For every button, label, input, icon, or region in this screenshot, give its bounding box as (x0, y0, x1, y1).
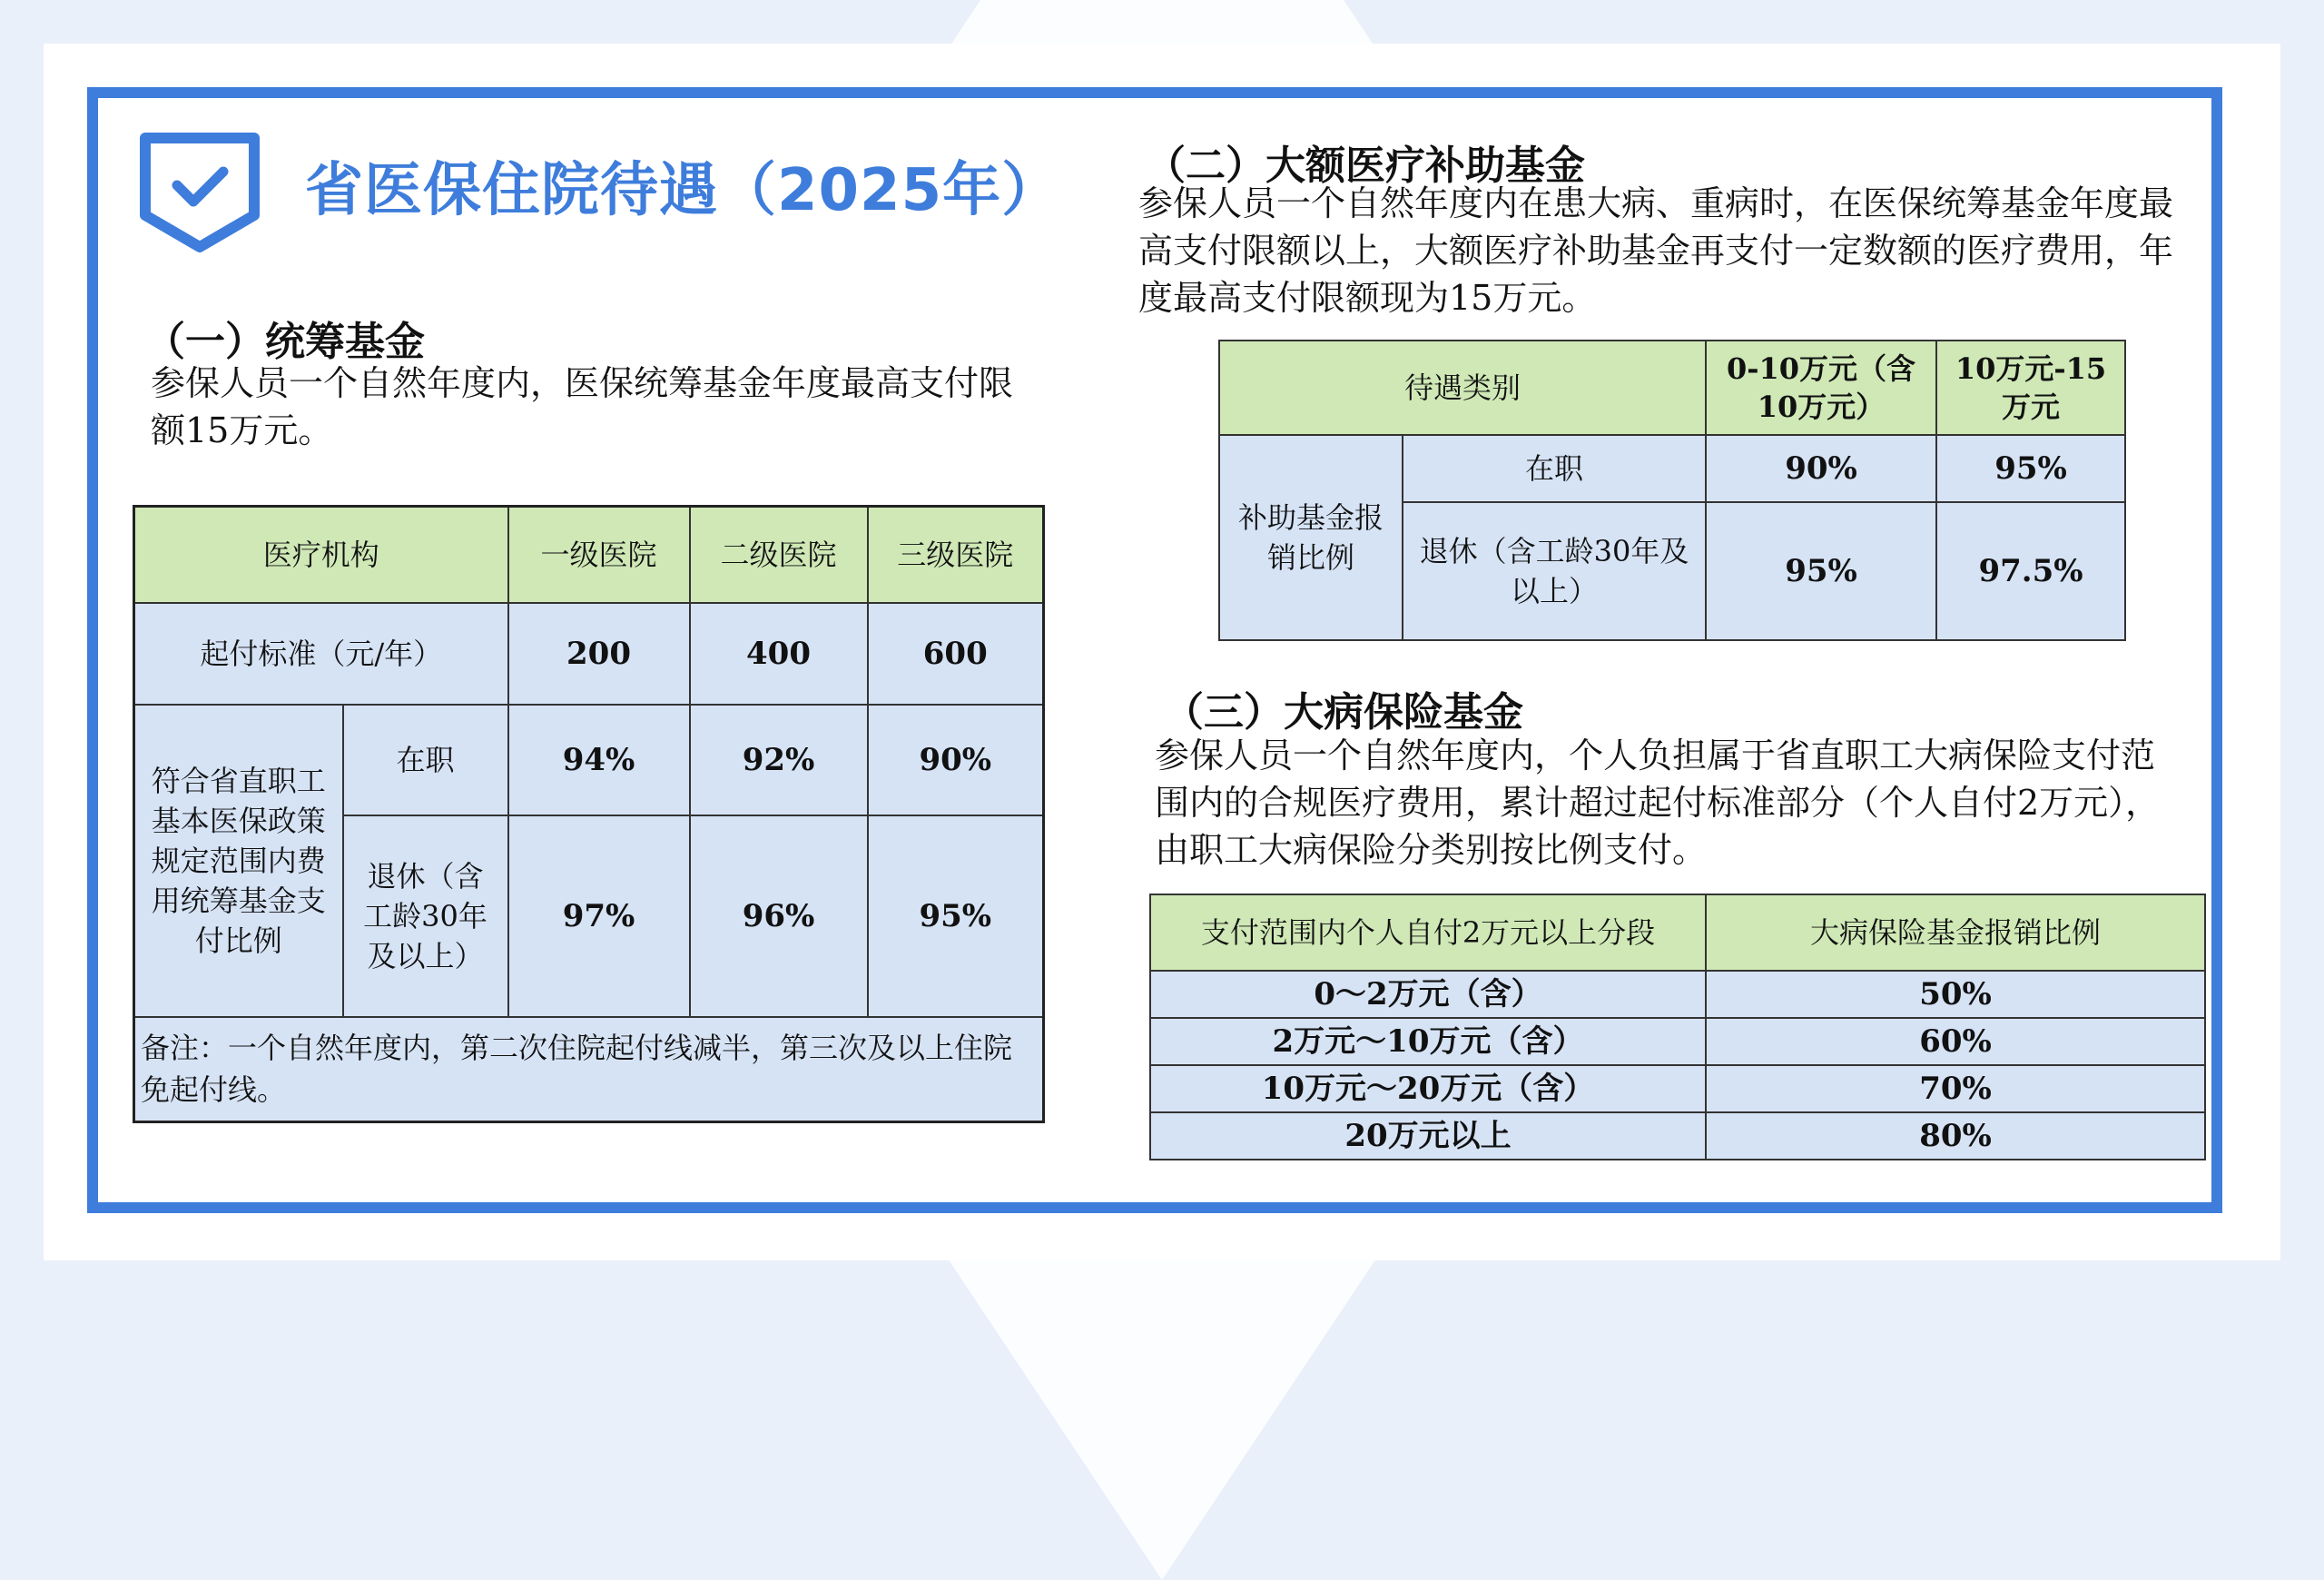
range-cell: 10万元～20万元（含） (1150, 1065, 1706, 1112)
section2-table (1218, 340, 2126, 641)
section2-title: （二）大额医疗补助基金 (1146, 143, 1585, 189)
section1-desc: 参保人员一个自然年度内，医保统筹基金年度最高支付限额15万元。 (151, 363, 1014, 450)
header-range: 支付范围内个人自付2万元以上分段 (1150, 894, 1706, 971)
row-employed-label: 在职 (1403, 435, 1706, 502)
section3-title: （三）大病保险基金 (1164, 689, 1523, 736)
header-level1: 一级医院 (508, 507, 690, 603)
ratio-cell: 80% (1706, 1112, 2205, 1160)
deductible-level3: 600 (868, 603, 1044, 705)
header-level2: 二级医院 (690, 507, 868, 603)
ratio-cell: 70% (1706, 1065, 2205, 1112)
retired-level2: 96% (690, 815, 868, 1017)
range-cell: 0～2万元（含） (1150, 971, 1706, 1018)
deductible-level1: 200 (508, 603, 690, 705)
header-range2: 10万元-15万元 (1936, 341, 2125, 435)
retired-range2: 97.5% (1936, 502, 2125, 640)
row-employed-label: 在职 (343, 705, 508, 815)
header-ratio: 大病保险基金报销比例 (1706, 894, 2205, 971)
header-type: 待遇类别 (1219, 341, 1706, 435)
employed-level3: 90% (868, 705, 1044, 815)
range-cell: 20万元以上 (1150, 1112, 1706, 1160)
retired-level1: 97% (508, 815, 690, 1017)
page-title: 省医保住院待遇（2025年） (305, 157, 1061, 224)
employed-range2: 95% (1936, 435, 2125, 502)
section2-desc: 参保人员一个自然年度内在患大病、重病时，在医保统筹基金年度最高支付限额以上，大额医疗补助基金再支付一定数额的医疗费用，年度最高支付限额现为15万元。 (1138, 183, 2174, 318)
header-range1: 0-10万元（含10万元） (1706, 341, 1936, 435)
employed-level2: 92% (690, 705, 868, 815)
section3-desc: 参保人员一个自然年度内，个人负担属于省直职工大病保险支付范围内的合规医疗费用，累计超过起付标准部分（个人自付2万元），由职工大病保险分类别按比例支付。 (1155, 736, 2161, 870)
employed-range1: 90% (1706, 435, 1936, 502)
header-org: 医疗机构 (134, 507, 508, 603)
section1-title: （一）统筹基金 (145, 319, 425, 365)
row-retired-label: 退休（含工龄30年及以上） (1403, 502, 1706, 640)
section1-table (133, 505, 1045, 1123)
row-retired-label: 退休（含工龄30年及以上） (343, 815, 508, 1017)
ratio-cell: 60% (1706, 1018, 2205, 1065)
shield-check-icon (136, 129, 263, 256)
group-label: 符合省直职工基本医保政策规定范围内费用统筹基金支付比例 (134, 705, 343, 1017)
range-cell: 2万元～10万元（含） (1150, 1018, 1706, 1065)
ratio-cell: 50% (1706, 971, 2205, 1018)
section3-table (1149, 894, 2206, 1160)
retired-range1: 95% (1706, 502, 1936, 640)
retired-level3: 95% (868, 815, 1044, 1017)
employed-level1: 94% (508, 705, 690, 815)
group-label: 补助基金报销比例 (1219, 435, 1403, 640)
header-level3: 三级医院 (868, 507, 1044, 603)
table-note: 备注：一个自然年度内，第二次住院起付线减半，第三次及以上住院免起付线。 (134, 1017, 1044, 1122)
row-deductible-label: 起付标准（元/年） (134, 603, 508, 705)
deductible-level2: 400 (690, 603, 868, 705)
